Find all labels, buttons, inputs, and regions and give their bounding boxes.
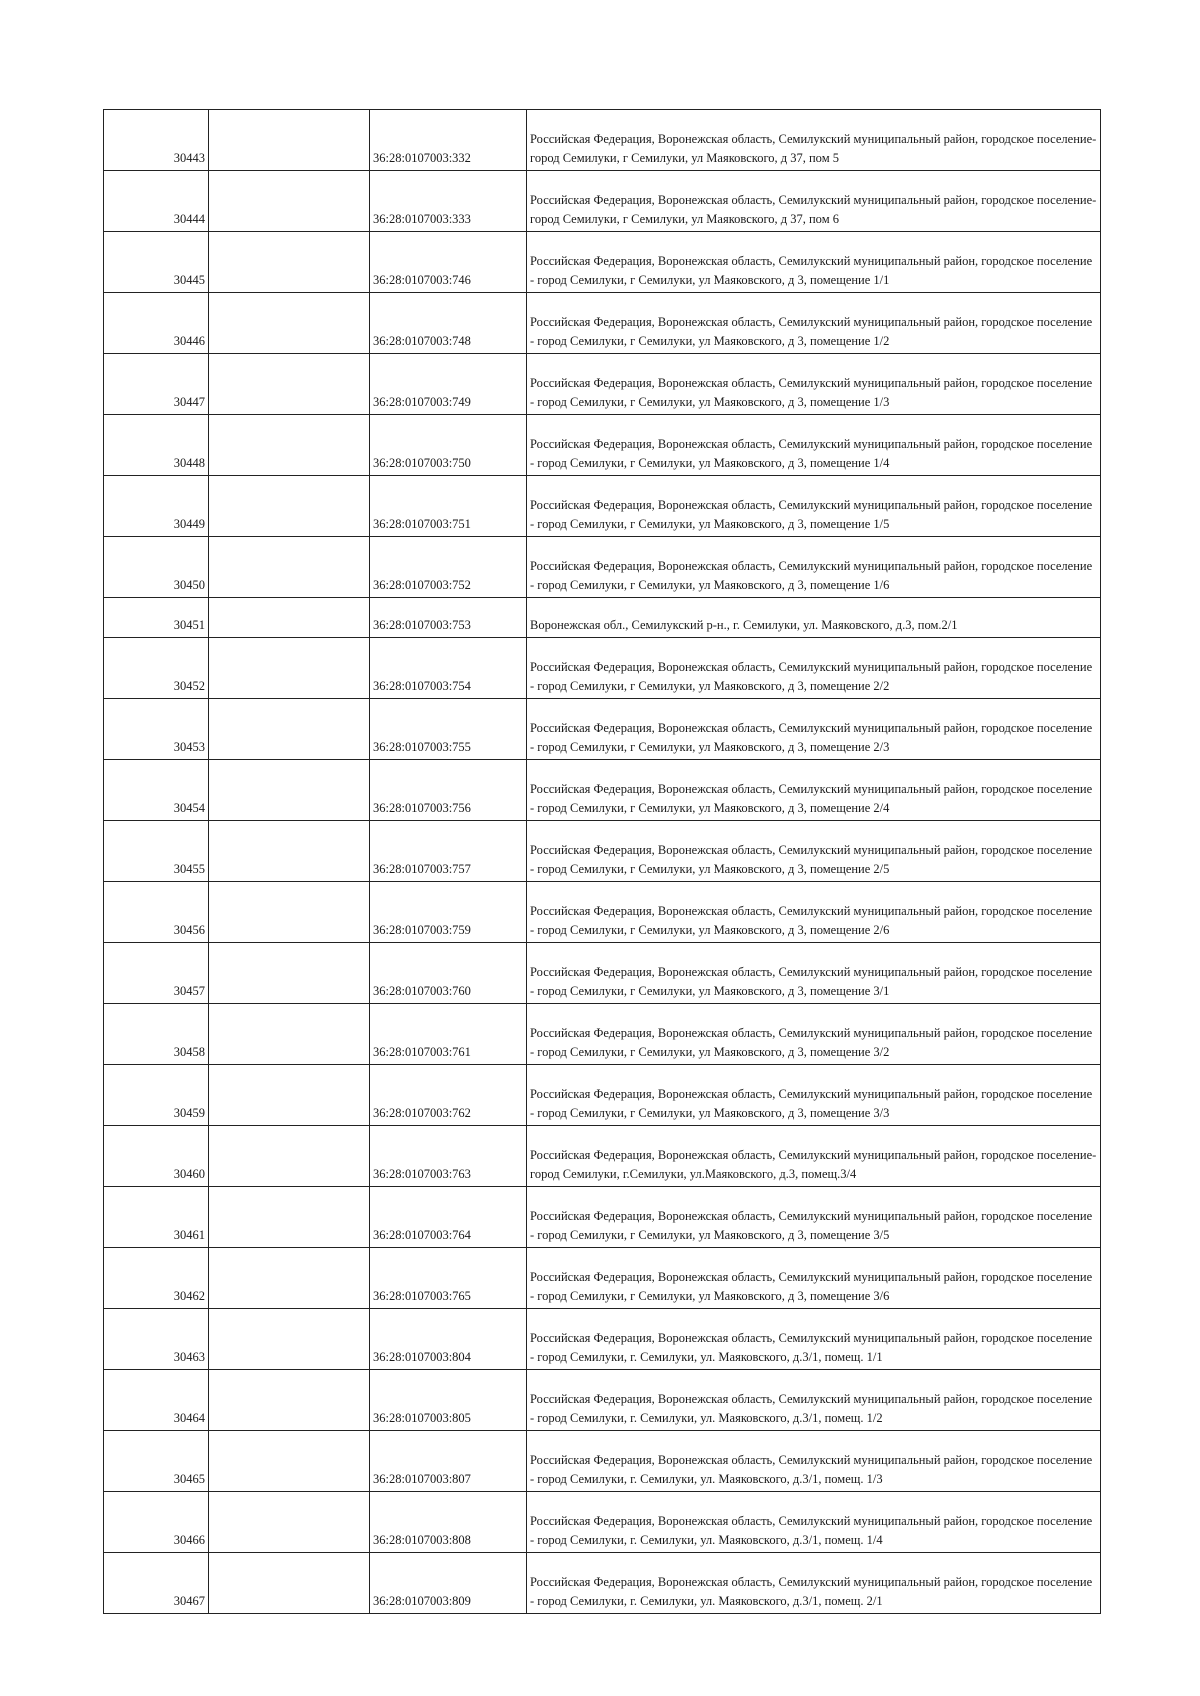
table-row bbox=[104, 760, 1101, 821]
cadastral-number-cell: 36:28:0107003:748 bbox=[370, 293, 527, 354]
address-text: Российская Федерация, Воронежская область, Семилукский муниципальный район, городское поселение - город Семилуки, г Семилуки, ул Маяковского, д 3, помещение 1/3 bbox=[530, 376, 1093, 409]
empty-cell bbox=[209, 476, 370, 537]
address-cell bbox=[527, 232, 1101, 293]
record-number-cell: 30446 bbox=[104, 293, 209, 354]
record-number-cell: 30459 bbox=[104, 1065, 209, 1126]
address-cell bbox=[527, 1370, 1101, 1431]
address-cell bbox=[527, 171, 1101, 232]
record-number-cell: 30450 bbox=[104, 537, 209, 598]
cadastral-number-cell: 36:28:0107003:760 bbox=[370, 943, 527, 1004]
empty-cell bbox=[209, 821, 370, 882]
cadastral-number-cell: 36:28:0107003:762 bbox=[370, 1065, 527, 1126]
cadastral-number-cell: 36:28:0107003:765 bbox=[370, 1248, 527, 1309]
address-cell bbox=[527, 476, 1101, 537]
record-number-cell: 30452 bbox=[104, 638, 209, 699]
empty-cell bbox=[209, 1431, 370, 1492]
address-text: Российская Федерация, Воронежская область, Семилукский муниципальный район, городское поселение - город Семилуки, г Семилуки, ул Маяковского, д 3, помещение 3/2 bbox=[530, 1026, 1093, 1059]
property-register-table bbox=[103, 109, 1101, 1614]
address-cell bbox=[527, 638, 1101, 699]
empty-cell bbox=[209, 171, 370, 232]
record-number-cell: 30447 bbox=[104, 354, 209, 415]
address-cell bbox=[527, 760, 1101, 821]
address-cell bbox=[527, 1431, 1101, 1492]
address-cell bbox=[527, 1492, 1101, 1553]
address-cell bbox=[527, 1004, 1101, 1065]
record-number-cell: 30460 bbox=[104, 1126, 209, 1187]
record-number-cell: 30454 bbox=[104, 760, 209, 821]
cadastral-number-cell: 36:28:0107003:756 bbox=[370, 760, 527, 821]
record-number-cell: 30461 bbox=[104, 1187, 209, 1248]
address-text: Российская Федерация, Воронежская область, Семилукский муниципальный район, городское поселение - город Семилуки, г Семилуки, ул Маяковского, д 3, помещение 2/5 bbox=[530, 843, 1093, 876]
empty-cell bbox=[209, 598, 370, 638]
address-text: Российская Федерация, Воронежская область, Семилукский муниципальный район, городское поселение - город Семилуки, г Семилуки, ул Маяковского, д 3, помещение 3/5 bbox=[530, 1209, 1093, 1242]
address-text: Российская Федерация, Воронежская область, Семилукский муниципальный район, городское поселение - город Семилуки, г Семилуки, ул Маяковского, д 3, помещение 3/3 bbox=[530, 1087, 1093, 1120]
cadastral-number-cell: 36:28:0107003:761 bbox=[370, 1004, 527, 1065]
empty-cell bbox=[209, 1553, 370, 1614]
cadastral-number-cell: 36:28:0107003:754 bbox=[370, 638, 527, 699]
empty-cell bbox=[209, 1065, 370, 1126]
address-text: Российская Федерация, Воронежская область, Семилукский муниципальный район, городское поселение-город Семилуки, г.Семилуки, ул.Маяковского, д.3, помещ.3/4 bbox=[530, 1148, 1097, 1181]
table-row bbox=[104, 1492, 1101, 1553]
record-number-cell: 30453 bbox=[104, 699, 209, 760]
empty-cell bbox=[209, 415, 370, 476]
record-number-cell: 30451 bbox=[104, 598, 209, 638]
table-row bbox=[104, 1248, 1101, 1309]
cadastral-number-cell: 36:28:0107003:804 bbox=[370, 1309, 527, 1370]
empty-cell bbox=[209, 1492, 370, 1553]
address-text: Российская Федерация, Воронежская область, Семилукский муниципальный район, городское поселение - город Семилуки, г. Семилуки, ул. Маяковского, д.3/1, помещ. 2/1 bbox=[530, 1575, 1093, 1608]
address-text: Российская Федерация, Воронежская область, Семилукский муниципальный район, городское поселение - город Семилуки, г Семилуки, ул Маяковского, д 3, помещение 1/2 bbox=[530, 315, 1093, 348]
address-text: Российская Федерация, Воронежская область, Семилукский муниципальный район, городское поселение - город Семилуки, г Семилуки, ул Маяковского, д 3, помещение 2/3 bbox=[530, 721, 1093, 754]
table-row bbox=[104, 638, 1101, 699]
table-row bbox=[104, 821, 1101, 882]
cadastral-number-cell: 36:28:0107003:753 bbox=[370, 598, 527, 638]
empty-cell bbox=[209, 1187, 370, 1248]
table-row bbox=[104, 1126, 1101, 1187]
record-number-cell: 30458 bbox=[104, 1004, 209, 1065]
empty-cell bbox=[209, 638, 370, 699]
address-text: Российская Федерация, Воронежская область, Семилукский муниципальный район, городское поселение - город Семилуки, г Семилуки, ул Маяковского, д 3, помещение 2/2 bbox=[530, 660, 1093, 693]
address-text: Российская Федерация, Воронежская область, Семилукский муниципальный район, городское поселение - город Семилуки, г Семилуки, ул Маяковского, д 3, помещение 3/1 bbox=[530, 965, 1093, 998]
address-text: Российская Федерация, Воронежская область, Семилукский муниципальный район, городское поселение-город Семилуки, г Семилуки, ул Маяковского, д 37, пом 6 bbox=[530, 193, 1097, 226]
table-row bbox=[104, 1004, 1101, 1065]
empty-cell bbox=[209, 943, 370, 1004]
address-cell bbox=[527, 882, 1101, 943]
table-row bbox=[104, 699, 1101, 760]
address-cell bbox=[527, 598, 1101, 638]
record-number-cell: 30449 bbox=[104, 476, 209, 537]
empty-cell bbox=[209, 1370, 370, 1431]
table-row bbox=[104, 1187, 1101, 1248]
table-row bbox=[104, 171, 1101, 232]
address-cell bbox=[527, 1126, 1101, 1187]
address-cell bbox=[527, 293, 1101, 354]
empty-cell bbox=[209, 760, 370, 821]
address-cell bbox=[527, 110, 1101, 171]
table-row bbox=[104, 232, 1101, 293]
empty-cell bbox=[209, 1004, 370, 1065]
cadastral-number-cell: 36:28:0107003:746 bbox=[370, 232, 527, 293]
table-row bbox=[104, 882, 1101, 943]
address-cell bbox=[527, 537, 1101, 598]
address-cell bbox=[527, 1187, 1101, 1248]
address-text: Российская Федерация, Воронежская область, Семилукский муниципальный район, городское поселение - город Семилуки, г Семилуки, ул Маяковского, д 3, помещение 1/1 bbox=[530, 254, 1093, 287]
address-cell bbox=[527, 415, 1101, 476]
cadastral-number-cell: 36:28:0107003:332 bbox=[370, 110, 527, 171]
cadastral-number-cell: 36:28:0107003:757 bbox=[370, 821, 527, 882]
address-text: Российская Федерация, Воронежская область, Семилукский муниципальный район, городское поселение-город Семилуки, г Семилуки, ул Маяковского, д 37, пом 5 bbox=[530, 132, 1097, 165]
address-cell bbox=[527, 1065, 1101, 1126]
cadastral-number-cell: 36:28:0107003:805 bbox=[370, 1370, 527, 1431]
cadastral-number-cell: 36:28:0107003:755 bbox=[370, 699, 527, 760]
address-text: Воронежская обл., Семилукский р-н., г. Семилуки, ул. Маяковского, д.3, пом.2/1 bbox=[530, 618, 958, 632]
address-text: Российская Федерация, Воронежская область, Семилукский муниципальный район, городское поселение - город Семилуки, г Семилуки, ул Маяковского, д 3, помещение 3/6 bbox=[530, 1270, 1093, 1303]
cadastral-number-cell: 36:28:0107003:750 bbox=[370, 415, 527, 476]
address-text: Российская Федерация, Воронежская область, Семилукский муниципальный район, городское поселение - город Семилуки, г. Семилуки, ул. Маяковского, д.3/1, помещ. 1/1 bbox=[530, 1331, 1093, 1364]
table-row bbox=[104, 1065, 1101, 1126]
table-row bbox=[104, 476, 1101, 537]
cadastral-number-cell: 36:28:0107003:807 bbox=[370, 1431, 527, 1492]
empty-cell bbox=[209, 882, 370, 943]
empty-cell bbox=[209, 699, 370, 760]
record-number-cell: 30443 bbox=[104, 110, 209, 171]
cadastral-number-cell: 36:28:0107003:763 bbox=[370, 1126, 527, 1187]
address-text: Российская Федерация, Воронежская область, Семилукский муниципальный район, городское поселение - город Семилуки, г. Семилуки, ул. Маяковского, д.3/1, помещ. 1/4 bbox=[530, 1514, 1093, 1547]
empty-cell bbox=[209, 232, 370, 293]
address-text: Российская Федерация, Воронежская область, Семилукский муниципальный район, городское поселение - город Семилуки, г. Семилуки, ул. Маяковского, д.3/1, помещ. 1/2 bbox=[530, 1392, 1093, 1425]
cadastral-number-cell: 36:28:0107003:333 bbox=[370, 171, 527, 232]
address-text: Российская Федерация, Воронежская область, Семилукский муниципальный район, городское поселение - город Семилуки, г. Семилуки, ул. Маяковского, д.3/1, помещ. 1/3 bbox=[530, 1453, 1093, 1486]
record-number-cell: 30448 bbox=[104, 415, 209, 476]
cadastral-number-cell: 36:28:0107003:764 bbox=[370, 1187, 527, 1248]
address-cell bbox=[527, 1248, 1101, 1309]
address-cell bbox=[527, 699, 1101, 760]
cadastral-number-cell: 36:28:0107003:759 bbox=[370, 882, 527, 943]
address-cell bbox=[527, 1553, 1101, 1614]
record-number-cell: 30462 bbox=[104, 1248, 209, 1309]
address-cell bbox=[527, 821, 1101, 882]
table-row bbox=[104, 1370, 1101, 1431]
empty-cell bbox=[209, 1309, 370, 1370]
record-number-cell: 30463 bbox=[104, 1309, 209, 1370]
cadastral-number-cell: 36:28:0107003:749 bbox=[370, 354, 527, 415]
empty-cell bbox=[209, 537, 370, 598]
address-cell bbox=[527, 1309, 1101, 1370]
record-number-cell: 30467 bbox=[104, 1553, 209, 1614]
table-row bbox=[104, 293, 1101, 354]
register-body bbox=[104, 110, 1101, 1614]
address-text: Российская Федерация, Воронежская область, Семилукский муниципальный район, городское поселение - город Семилуки, г Семилуки, ул Маяковского, д 3, помещение 1/5 bbox=[530, 498, 1093, 531]
record-number-cell: 30464 bbox=[104, 1370, 209, 1431]
record-number-cell: 30444 bbox=[104, 171, 209, 232]
address-text: Российская Федерация, Воронежская область, Семилукский муниципальный район, городское поселение - город Семилуки, г Семилуки, ул Маяковского, д 3, помещение 2/6 bbox=[530, 904, 1093, 937]
empty-cell bbox=[209, 110, 370, 171]
table-row bbox=[104, 943, 1101, 1004]
cadastral-number-cell: 36:28:0107003:809 bbox=[370, 1553, 527, 1614]
address-text: Российская Федерация, Воронежская область, Семилукский муниципальный район, городское поселение - город Семилуки, г Семилуки, ул Маяковского, д 3, помещение 2/4 bbox=[530, 782, 1093, 815]
cadastral-number-cell: 36:28:0107003:808 bbox=[370, 1492, 527, 1553]
record-number-cell: 30457 bbox=[104, 943, 209, 1004]
table-row bbox=[104, 537, 1101, 598]
table-row bbox=[104, 354, 1101, 415]
address-text: Российская Федерация, Воронежская область, Семилукский муниципальный район, городское поселение - город Семилуки, г Семилуки, ул Маяковского, д 3, помещение 1/6 bbox=[530, 559, 1093, 592]
record-number-cell: 30445 bbox=[104, 232, 209, 293]
cadastral-number-cell: 36:28:0107003:751 bbox=[370, 476, 527, 537]
empty-cell bbox=[209, 293, 370, 354]
table-row bbox=[104, 110, 1101, 171]
address-cell bbox=[527, 943, 1101, 1004]
record-number-cell: 30465 bbox=[104, 1431, 209, 1492]
table-row bbox=[104, 415, 1101, 476]
address-text: Российская Федерация, Воронежская область, Семилукский муниципальный район, городское поселение - город Семилуки, г Семилуки, ул Маяковского, д 3, помещение 1/4 bbox=[530, 437, 1093, 470]
cadastral-number-cell: 36:28:0107003:752 bbox=[370, 537, 527, 598]
record-number-cell: 30455 bbox=[104, 821, 209, 882]
table-row bbox=[104, 1553, 1101, 1614]
record-number-cell: 30466 bbox=[104, 1492, 209, 1553]
address-cell bbox=[527, 354, 1101, 415]
table-row bbox=[104, 598, 1101, 638]
empty-cell bbox=[209, 354, 370, 415]
table-row bbox=[104, 1309, 1101, 1370]
table-row bbox=[104, 1431, 1101, 1492]
empty-cell bbox=[209, 1248, 370, 1309]
empty-cell bbox=[209, 1126, 370, 1187]
record-number-cell: 30456 bbox=[104, 882, 209, 943]
